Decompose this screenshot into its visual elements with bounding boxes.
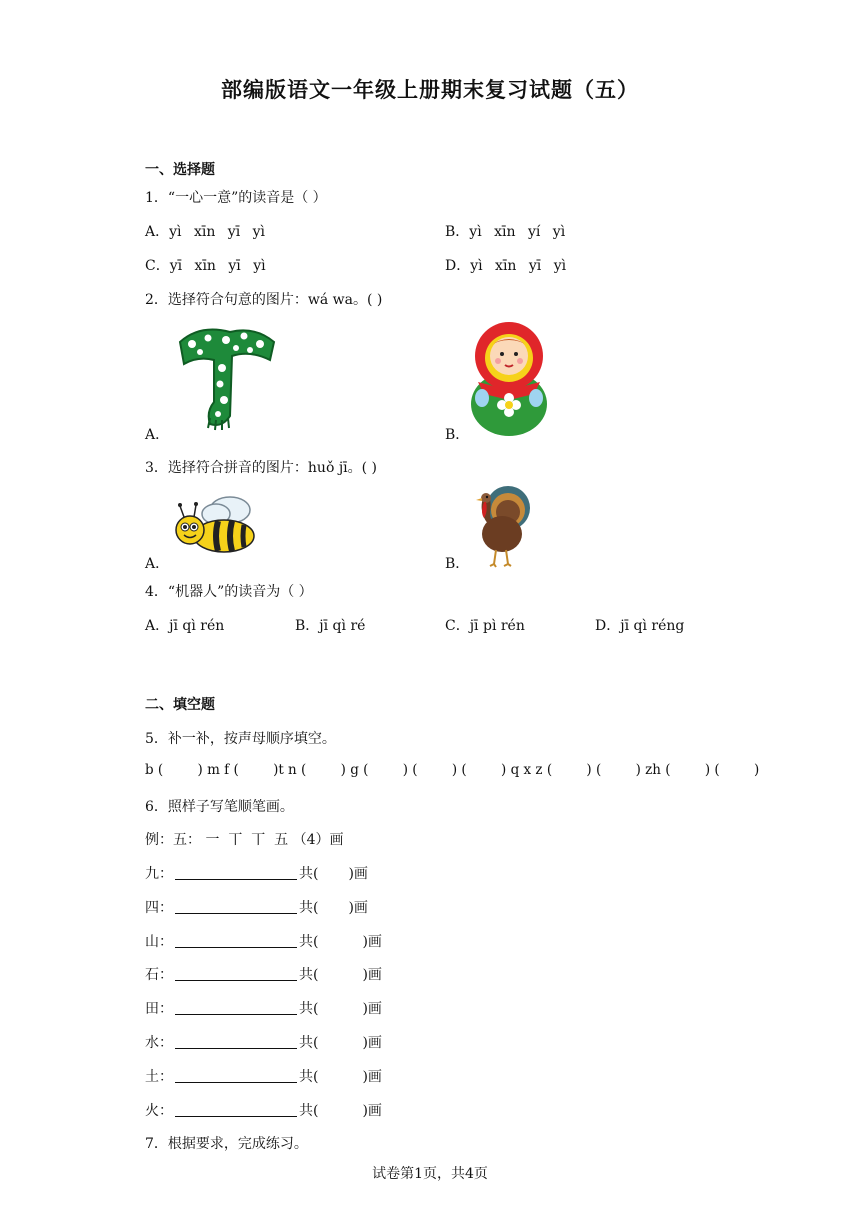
q3-option-a[interactable]: A． [145,556,170,572]
page-footer: 试卷第1页，共4页 [372,1166,488,1182]
stroke-count-open: 共( [299,933,319,950]
q4-stem: 4．“机器人”的读音为（ ） [145,584,313,600]
q1-option-a[interactable]: A．yì xīn yī yì [145,224,266,240]
stroke-order-blank[interactable] [175,1034,297,1049]
q4-option-b[interactable]: B．jī qì ré [295,618,366,634]
stroke-row [145,1100,382,1120]
q6-stem: 6．照样子写笔顺笔画。 [145,799,294,815]
q3-option-b[interactable]: B． [445,556,470,572]
scarf-image[interactable] [170,320,282,432]
stroke-row [145,931,382,951]
stroke-count-close: )画 [362,1001,382,1018]
stroke-count-close: )画 [362,933,382,950]
stroke-row-char: 火： [145,1102,173,1119]
stroke-row [145,964,382,984]
stroke-count-open: 共( [299,967,319,984]
stroke-count-open: 共( [299,1001,319,1018]
q5-stem: 5．补一补，按声母顺序填空。 [145,731,336,747]
stroke-order-blank[interactable] [175,899,297,914]
q2-stem: 2．选择符合句意的图片：wá wa。( ) [145,292,383,308]
q4-option-a[interactable]: A．jī qì rén [145,618,225,634]
stroke-count-close: )画 [362,967,382,984]
stroke-row-char: 田： [145,1001,173,1018]
stroke-row-char: 九： [145,866,173,882]
section-heading-choice: 一、选择题 [145,162,215,178]
stroke-count-close: )画 [362,1102,382,1119]
stroke-row [145,863,368,883]
stroke-row-char: 土： [145,1068,173,1085]
stroke-order-blank[interactable] [175,1000,297,1015]
stroke-row-char: 石： [145,967,173,984]
stroke-row [145,998,382,1018]
q2-option-b[interactable]: B． [445,427,470,443]
q4-option-d[interactable]: D．jī qì réng [595,618,685,634]
stroke-row [145,1032,382,1052]
stroke-row [145,897,368,917]
section-heading-fill: 二、填空题 [145,697,215,713]
q2-option-a[interactable]: A． [145,427,170,443]
stroke-count-open: 共( [299,1102,319,1119]
q1-option-d[interactable]: D．yì xīn yī yì [445,258,567,274]
q6-example: 例：五： 一 丅 丅 五 （4）画 [145,832,344,848]
page-title: 部编版语文一年级上册期末复习试题（五） [221,78,639,102]
turkey-image[interactable] [466,484,532,568]
matryoshka-doll-image[interactable] [468,320,550,438]
stroke-count-close: )画 [362,1068,382,1085]
stroke-row-char: 水： [145,1035,173,1051]
stroke-order-blank[interactable] [175,966,297,981]
stroke-count-open: 共( [299,866,319,882]
q1-option-c[interactable]: C．yī xīn yī yì [145,258,266,274]
stroke-order-blank[interactable] [175,1068,297,1083]
stroke-order-blank[interactable] [175,933,297,948]
q5-initials-sequence[interactable]: b ( ) m f ( )t n ( ) g ( ) ( ) ( ) q x z ( ) ( ) zh ( ) ( ) [145,762,760,778]
stroke-count-close: )画 [362,1035,382,1051]
stroke-count-open: 共( [299,1035,319,1051]
stroke-order-blank[interactable] [175,1102,297,1117]
stroke-row [145,1066,382,1086]
q1-option-b[interactable]: B．yì xīn yí yì [445,224,566,240]
q1-stem: 1．“一心一意”的读音是（ ） [145,190,327,206]
stroke-count-close: )画 [348,866,368,882]
bee-image[interactable] [172,494,258,556]
stroke-count-open: 共( [299,899,319,916]
q3-stem: 3．选择符合拼音的图片：huǒ jī。( ) [145,460,378,476]
stroke-row-char: 山： [145,933,173,950]
stroke-row-char: 四： [145,899,173,916]
stroke-count-close: )画 [348,899,368,916]
q4-option-c[interactable]: C．jī pì rén [445,618,525,634]
q7-stem: 7．根据要求，完成练习。 [145,1136,308,1152]
stroke-count-open: 共( [299,1068,319,1085]
stroke-order-blank[interactable] [175,865,297,880]
